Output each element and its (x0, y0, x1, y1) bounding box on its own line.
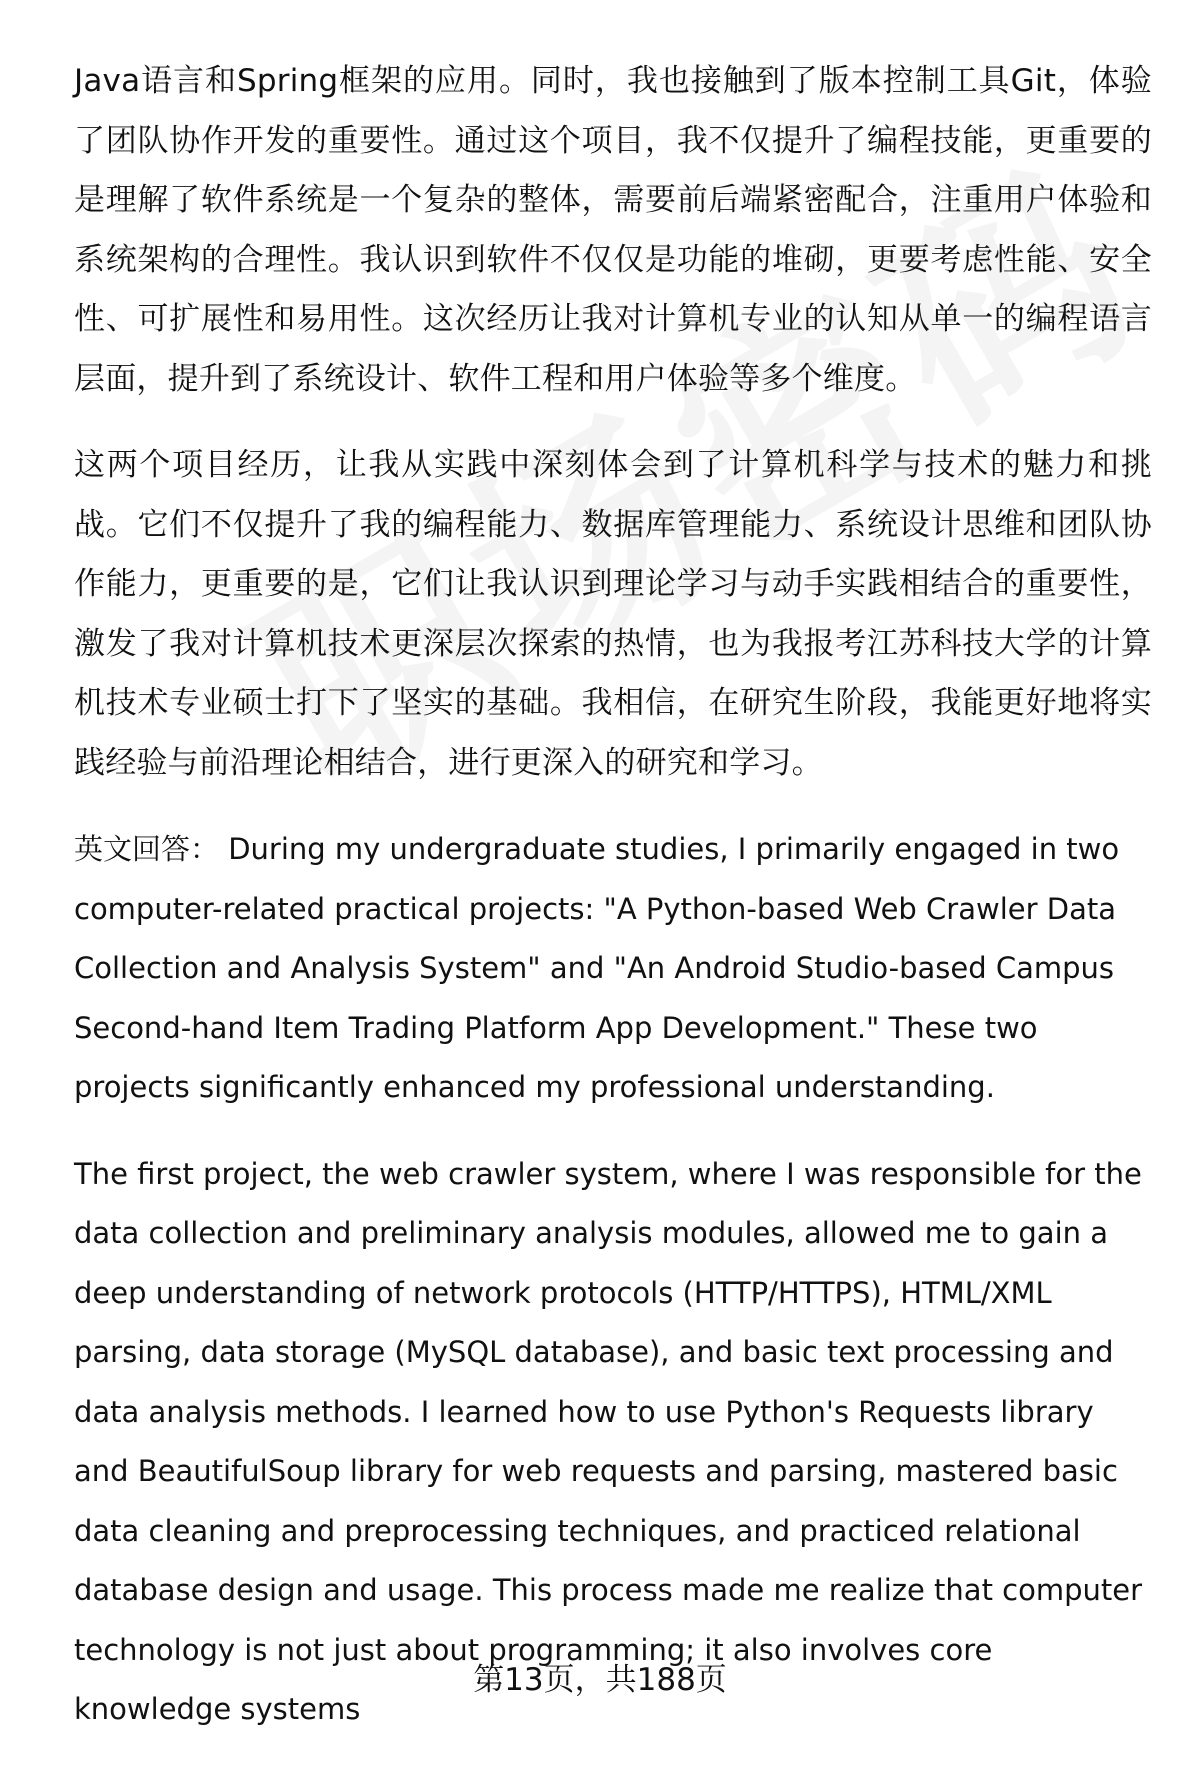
page-number: 第13页，共188页 (473, 1662, 727, 1698)
paragraph-summary: 这两个项目经历，让我从实践中深刻体会到了计算机科学与技术的魅力和挑战。它们不仅提升了我的编程能力、数据库管理能力、系统设计思维和团队协作能力，更重要的是，它们让我认识到理论学习与动手实践相结合的重要性，激发了我对计算机技术更深层次探索的热情，也为我报考江苏科技大学的计算机技术专业硕士打下了坚实的基础。我相信，在研究生阶段，我能更好地将实践经验与前沿理论相结合，进行更深入的研究和学习。 (74, 447, 1152, 781)
paragraph-english-intro: 英文回答： During my undergraduate studies, I primarily engaged in two computer-related practical projects: "A Python-based Web Crawler Data Collection and Analysis System" and "An Android Studio-based Campus Second-hand Item Trading Platform App Development." These two projects significantly enhanced my professional understanding. (74, 832, 1120, 1104)
document-body (74, 52, 1152, 1767)
paragraph-project-reflection: Java语言和Spring框架的应用。同时，我也接触到了版本控制工具Git，体验了团队协作开发的重要性。通过这个项目，我不仅提升了编程技能，更重要的是理解了软件系统是一个复杂的整体，需要前后端紧密配合，注重用户体验和系统架构的合理性。我认识到软件不仅仅是功能的堆砌，更要考虑性能、安全性、可扩展性和易用性。这次经历让我对计算机专业的认知从单一的编程语言层面，提升到了系统设计、软件工程和用户体验等多个维度。 (74, 63, 1152, 397)
paragraph-english-first-project: The first project, the web crawler system, where I was responsible for the data collection and preliminary analysis modules, allowed me to gain a deep understanding of network protocols (HTTP/HTTPS), HTML/XML parsing, data storage (MySQL database), and basic text processing and data analysis methods. I learned how to use Python's Requests library and BeautifulSoup library for web requests and parsing, mastered basic data cleaning and preprocessing techniques, and practiced relational database design and usage. This process made me realize that computer technology is not just about programming; it also involves core knowledge systems (74, 1156, 1143, 1726)
